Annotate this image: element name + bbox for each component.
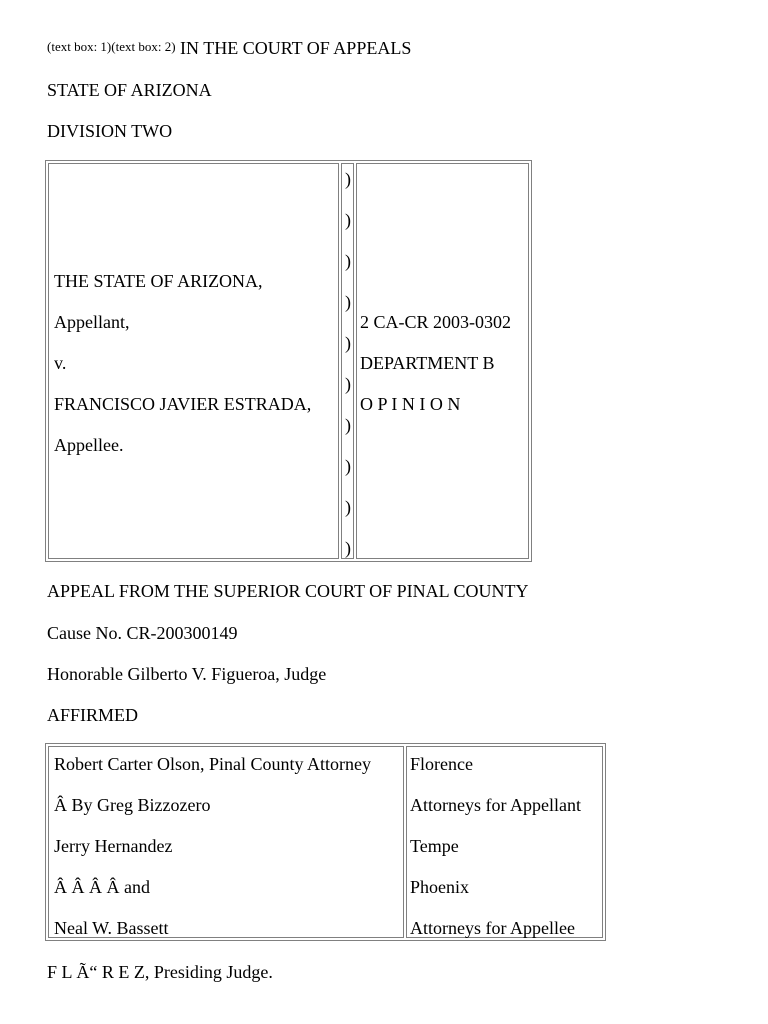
paren-mark: )	[345, 210, 351, 230]
party-role-appellee: Appellee.	[54, 435, 124, 455]
department: DEPARTMENT B	[360, 353, 495, 373]
attorney-role: Attorneys for Appellant	[410, 795, 581, 815]
paren-mark: )	[345, 292, 351, 312]
party-role-appellant: Appellant,	[54, 312, 130, 332]
attorneys-table	[45, 743, 606, 941]
paren-mark: )	[345, 251, 351, 271]
attorney-line: Â Â Â Â and	[54, 877, 150, 897]
attorney-line: Â By Greg Bizzozero	[54, 795, 211, 815]
attorney-role: Attorneys for Appellee	[410, 918, 575, 938]
case-number: 2 CA-CR 2003-0302	[360, 312, 512, 332]
paren-mark: )	[345, 456, 351, 476]
court-heading	[47, 38, 411, 60]
opinion-label: O P I N I O N	[360, 394, 461, 414]
party-defendant: FRANCISCO JAVIER ESTRADA,	[54, 394, 312, 414]
attorney-names-cell	[48, 746, 404, 938]
attorney-location: Tempe	[410, 836, 459, 856]
case-info-cell	[356, 163, 529, 559]
attorney-location: Florence	[410, 754, 473, 774]
state-heading: STATE OF ARIZONA	[47, 80, 212, 100]
division-heading: DIVISION TWO	[47, 121, 173, 141]
paren-mark: )	[345, 497, 351, 517]
attorney-line: Jerry Hernandez	[54, 836, 173, 856]
paren-mark: )	[345, 374, 351, 394]
disposition: AFFIRMED	[47, 705, 139, 725]
court-name: IN THE COURT OF APPEALS	[180, 38, 412, 58]
paren-mark: )	[345, 538, 351, 558]
attorney-line: Robert Carter Olson, Pinal County Attorney	[54, 754, 371, 774]
party-state: THE STATE OF ARIZONA,	[54, 271, 263, 291]
parties-cell	[48, 163, 339, 559]
paren-mark: )	[345, 333, 351, 353]
case-caption-table	[45, 160, 532, 562]
appeal-from: APPEAL FROM THE SUPERIOR COURT OF PINAL COUNTY	[47, 581, 529, 601]
attorney-location: Phoenix	[410, 877, 470, 897]
presiding-judge: F L Ã“ R E Z, Presiding Judge.	[47, 962, 273, 982]
attorney-line: Neal W. Bassett	[54, 918, 169, 938]
paren-column	[341, 163, 354, 559]
attorney-locations-cell	[406, 746, 603, 938]
paren-mark: )	[345, 415, 351, 435]
cause-number: Cause No. CR-200300149	[47, 623, 238, 643]
paren-mark: )	[345, 169, 351, 189]
textbox-note: (text box: 1)(text box: 2)	[47, 39, 176, 54]
versus: v.	[54, 353, 67, 373]
trial-judge: Honorable Gilberto V. Figueroa, Judge	[47, 664, 327, 684]
